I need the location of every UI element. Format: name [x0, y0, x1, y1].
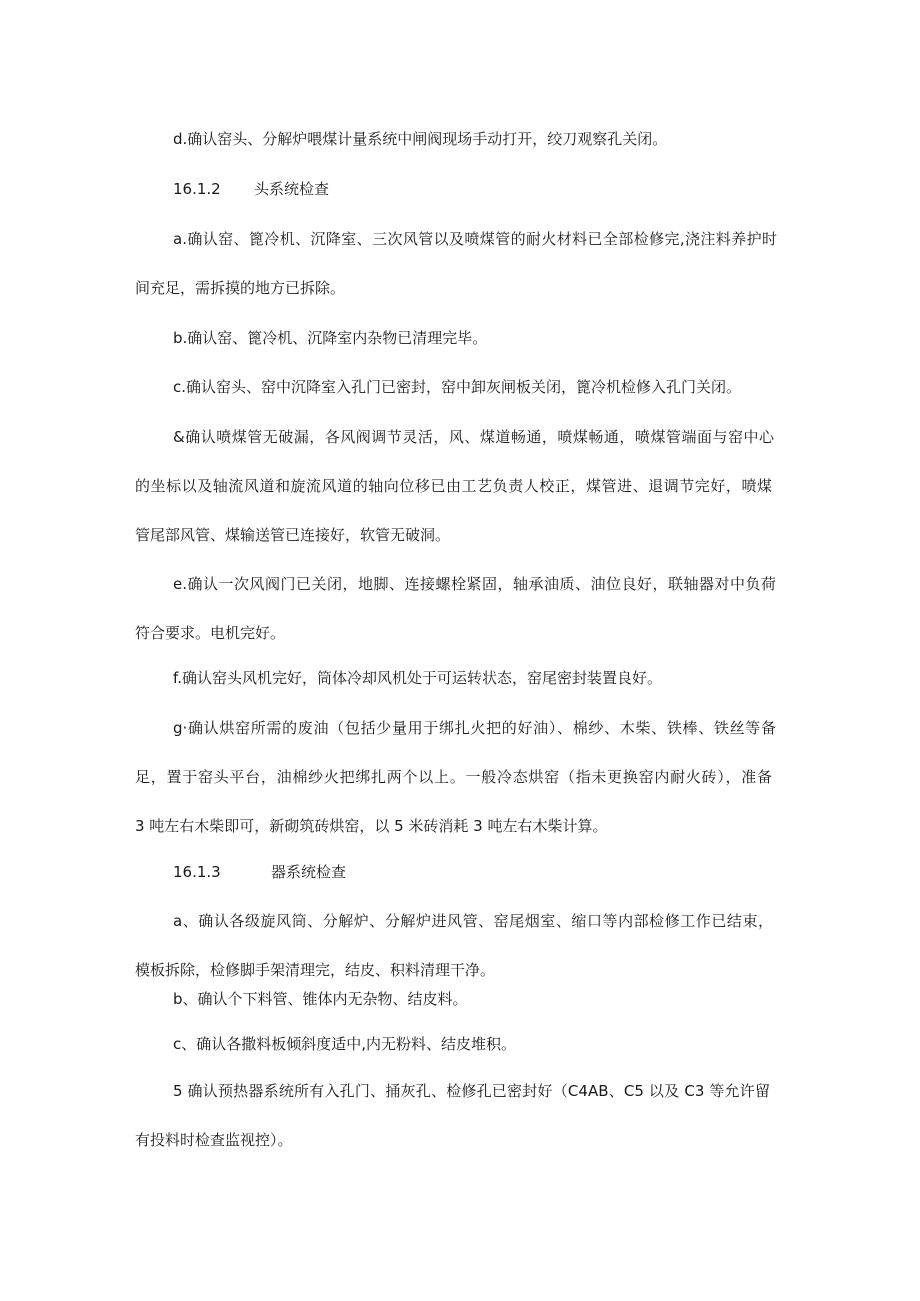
paragraph-g-materials-line-3: 3 吨左右木柴即可，新砌筑砖烘窑，以 5 米砖消耗 3 吨左右木柴计算。 [135, 817, 608, 835]
paragraph-g-materials-line-2: 足，置于窑头平台，油棉纱火把绑扎两个以上。一般冷态烘窑（指未更换窑内耐火砖），准备 [135, 768, 772, 786]
paragraph-amp-burner-line-3: 管尾部风管、煤输送管已连接好，软管无破洞。 [135, 526, 451, 544]
paragraph-b-chute: b、确认个下料管、锥体内无杂物、结皮料。 [173, 990, 468, 1008]
section-number: 16.1.2 [173, 180, 221, 198]
section-number: 16.1.3 [173, 863, 221, 881]
paragraph-c-manholes: c.确认窑头、窑中沉降室入孔门已密封，窑中卸灰闸板关闭，篦冷机检修入孔门关闭。 [173, 378, 742, 396]
paragraph-e-fan-line-2: 符合要求。电机完好。 [135, 624, 286, 642]
paragraph-amp-burner-line-2: 的坐标以及轴流风道和旋流风道的轴向位移已由工艺负责人校正，煤管进、退调节完好，喷煤 [135, 477, 772, 495]
paragraph-f-kiln-fan: f.确认窑头风机完好，筒体冷却风机处于可运转状态，窑尾密封装置良好。 [173, 669, 662, 687]
paragraph-a-refractory-line-2: 间充足，需拆摸的地方已拆除。 [135, 279, 346, 297]
paragraph-e-fan-line-1: e.确认一次风阀门已关闭，地脚、连接螺栓紧固，轴承油质、油位良好，联轴器对中负荷 [173, 575, 776, 593]
paragraph-d-valve: d.确认窑头、分解炉喂煤计量系统中闸阀现场手动打开，绞刀观察孔关闭。 [173, 130, 668, 148]
paragraph-5-sealed-line-1: 5 确认预热器系统所有入孔门、捅灰孔、检修孔已密封好（C4AB、C5 以及 C3 等允许留 [173, 1082, 770, 1100]
section-title: 头系统检查 [254, 180, 330, 198]
paragraph-amp-burner-line-1: &确认喷煤管无破漏，各风阀调节灵活，风、煤道畅通，喷煤畅通，喷煤管端面与窑中心 [173, 428, 774, 446]
paragraph-a-refractory-line-1: a.确认窑、篦冷机、沉降室、三次风管以及喷煤管的耐火材料已全部检修完,浇注料养护时 [173, 230, 777, 248]
paragraph-5-sealed-line-2: 有投料时检查监视控）。 [135, 1131, 293, 1149]
paragraph-a-cyclone-line-2: 模板拆除，检修脚手架清理完，结皮、积料清理干净。 [135, 961, 496, 979]
paragraph-b-debris: b.确认窑、篦冷机、沉降室内杂物已清理完毕。 [173, 329, 488, 347]
paragraph-a-cyclone-line-1: a、确认各级旋风筒、分解炉、分解炉进风管、窑尾烟室、缩口等内部检修工作已结束， [173, 912, 773, 930]
section-title: 器系统检查 [271, 863, 347, 881]
paragraph-c-flap: c、确认各撒料板倾斜度适中,内无粉料、结皮堆积。 [173, 1035, 517, 1053]
paragraph-g-materials-line-1: g·确认烘窑所需的废油（包括少量用于绑扎火把的好油）、棉纱、木柴、铁棒、铁丝等备 [173, 719, 776, 737]
